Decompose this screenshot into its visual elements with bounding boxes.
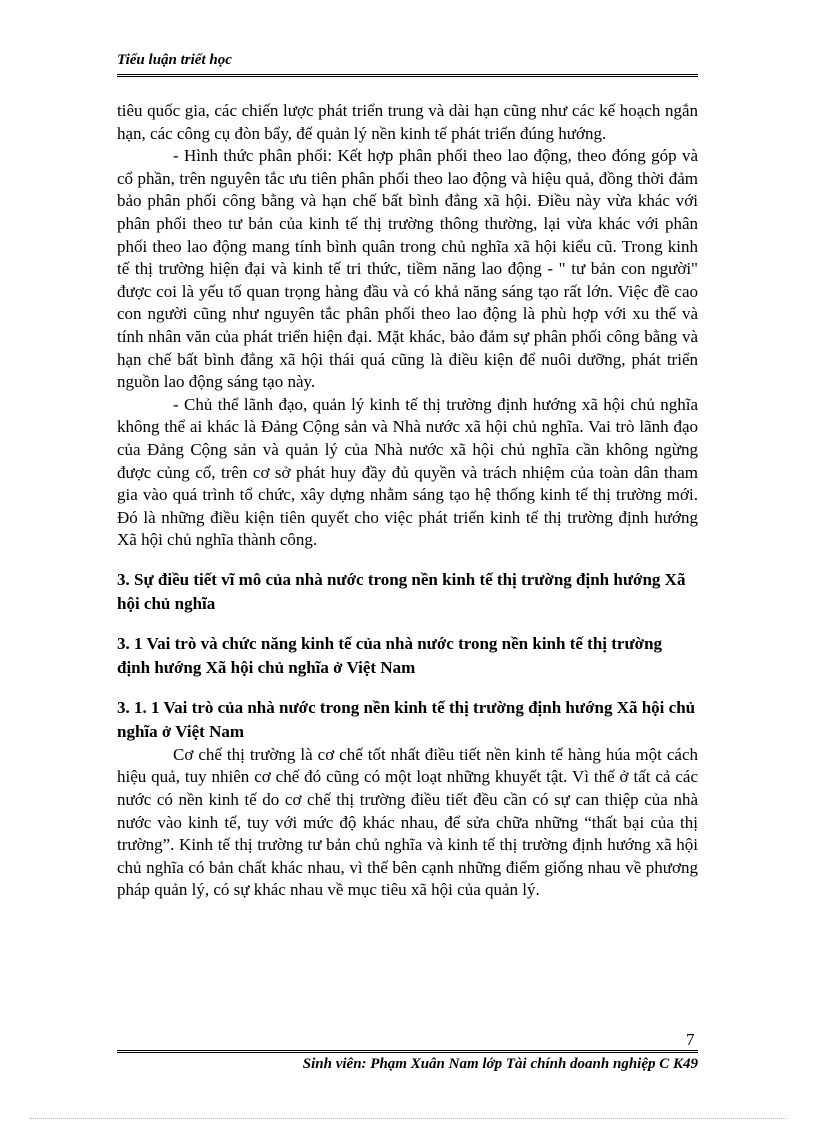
paragraph-continuation: tiêu quốc gia, các chiến lược phát triển trung và dài hạn cũng như các kế hoạch ngắn hạn, các công cụ đòn bẩy, để quản lý nền kinh tế phát triển đúng hướng. [117,101,698,143]
footer-rule [117,1050,698,1053]
page-number: 7 [686,1030,695,1049]
footer-student-line: Sinh viên: Phạm Xuân Nam lớp Tài chính doanh nghiệp C K49 [302,1056,698,1072]
section-heading-3: 3. Sự điều tiết vĩ mô của nhà nước trong nền kinh tế thị trường định hướng Xã hội chủ nghĩa [117,569,686,613]
section-heading-3-1: 3. 1 Vai trò và chức năng kinh tế của nhà nước trong nền kinh tế thị trường định hướng Xã hội chủ nghĩa ở Việt Nam [117,633,663,677]
paragraph-distribution: - Hình thức phân phối: Kết hợp phân phối theo lao động, theo đóng góp và cổ phần, trên nguyên tắc ưu tiên phân phối theo lao động và hiệu quả, đồng thời đảm bảo phân phối công bằng và hạn chế bất bình đẳng xã hội. Điều này vừa khác với phân phối theo tư bản của kinh tế thị trường thông thường, lại vừa khác với phân phối theo lao động mang tính bình quân trong chủ nghĩa xã hội kiểu cũ. Trong kinh tế thị trường hiện đại và kinh tế tri thức, tiềm năng lao động - " tư bản con người" được coi là yếu tố quan trọng hàng đầu và có khả năng sáng tạo rất lớn. Việc đề cao con người cũng như nguyên tắc phân phối theo lao động là phù hợp với xu thế và tính nhân văn của phát triển hiện đại. Mặt khác, bảo đảm sự phân phối công bằng và hạn chế bất bình đẳng xã hội thái quá cũng là điều kiện để nuôi dưỡng, phát triển nguồn lao động sáng tạo này. [117,146,698,392]
header-rule [117,74,698,77]
paragraph-leadership: - Chủ thể lãnh đạo, quản lý kinh tế thị trường định hướng xã hội chủ nghĩa không thể ai khác là Đảng Cộng sản và Nhà nước xã hội chủ nghĩa. Vai trò lãnh đạo của Đảng Cộng sản và quản lý của Nhà nước xã hội chủ nghĩa cần không ngừng được củng cố, trên cơ sở phát huy đầy đủ quyền và trách nhiệm của toàn dân tham gia vào quá trình tổ chức, xây dựng nhằm sáng tạo hệ thống kinh tế thị trường mới. Đó là những điều kiện tiên quyết cho việc phát triển kinh tế thị trường định hướng Xã hội chủ nghĩa thành công. [117,394,698,550]
page-edge-divider [30,1118,786,1119]
section-heading-3-1-1: 3. 1. 1 Vai trò của nhà nước trong nền kinh tế thị trường định hướng Xã hội chủ nghĩa ở Việt Nam [117,697,696,741]
running-header: Tiểu luận triết học [117,52,232,68]
paragraph-market-mechanism: Cơ chế thị trường là cơ chế tốt nhất điều tiết nền kinh tế hàng húa một cách hiệu quả, tuy nhiên cơ chế đó cũng có một loạt những khuyết tật. Vì thế ở tất cả các nước có nền kinh tế do cơ chế thị trường điều tiết đều cần có sự can thiệp của nhà nước vào kinh tế, tuy với mức độ khác nhau, để sửa chữa những “thất bại của thị trường”. Kinh tế thị trường tư bản chủ nghĩa và kinh tế thị trường định hướng xã hội chủ nghĩa có bản chất khác nhau, vì thế bên cạnh những điểm giống nhau về phương pháp quản lý, có sự khác nhau về mục tiêu xã hội của quản lý. [117,744,698,900]
body-text [117,100,698,902]
